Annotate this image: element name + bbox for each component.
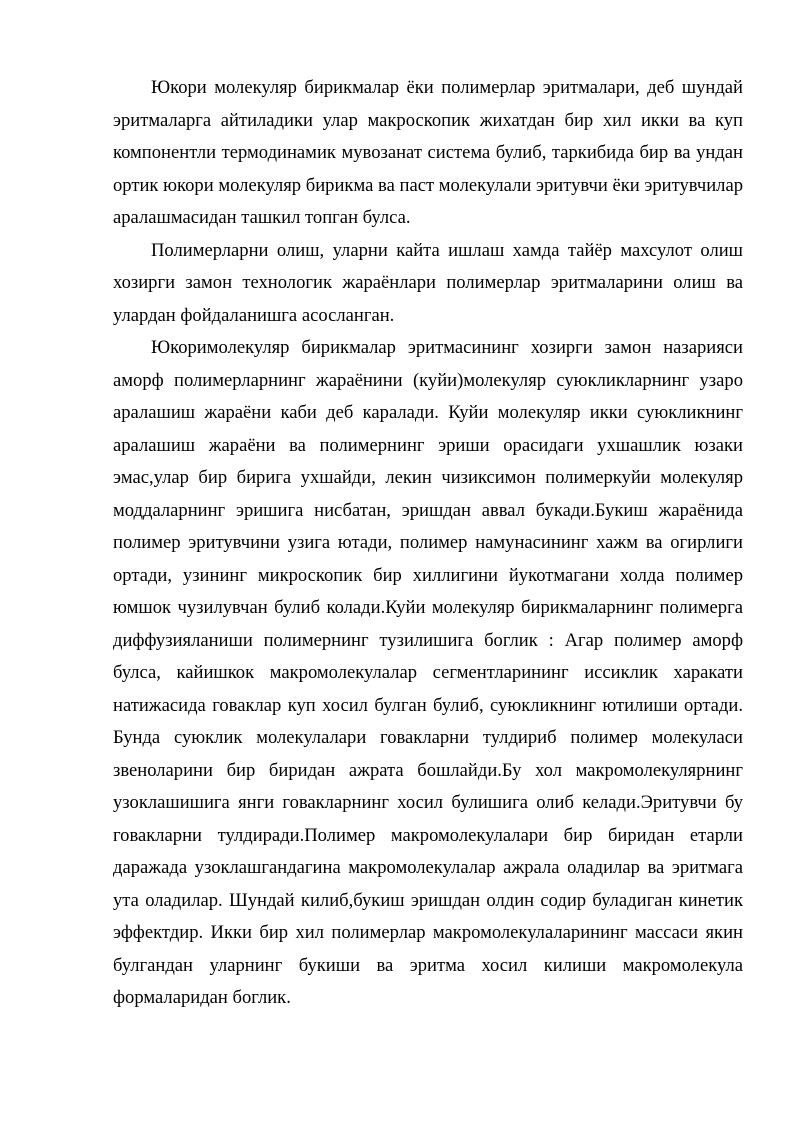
paragraph-3: Юкоримолекуляр бирикмалар эритмасининг хозирги замон назарияси аморф полимерларнинг жараёнини (куйи)молекуляр суюкликларнинг узаро аралашиш жараёни каби деб каралади. Куйи молекуляр икки суюкликнинг аралашиш жараёни ва полимернинг эриши орасидаги ухшашлик юзаки эмас,улар бир бирига ухшайди, лекин чизиксимон полимеркуйи молекуляр моддаларнинг эришига нисбатан, эришдан аввал букади.Букиш жараёнида полимер эритувчини узига ютади, полимер намунасининг хажм ва огирлиги ортади, узининг микроскопик бир хиллигини йукотмагани холда полимер юмшок чузилувчан булиб колади.Куйи молекуляр бирикмаларнинг полимерга диффузияланиши полимернинг тузилишига боглик : Агар полимер аморф булса, кайишкок макромолекулалар сегментларининг иссиклик харакати натижасида говаклар куп хосил булган булиб, суюкликнинг ютилиши ортади. Бунда суюклик молекулалари говакларни тулдириб полимер молекуласи звеноларини бир биридан ажрата бошлайди.Бу хол макромолекулярнинг узоклашишига янги говакларнинг хосил булишига олиб келади.Эритувчи бу говакларни тулдиради.Полимер макромолекулалари бир биридан етарли даражада узоклашгандагина макромолекулалар ажрала оладилар ва эритмага ута оладилар. Шундай килиб,букиш эришдан олдин содир буладиган кинетик эффектдир. Икки бир хил полимерлар макромолекулаларининг массаси якин булгандан уларнинг букиши ва эритма хосил килиши макромолекула формаларидан боглик. (113, 337, 743, 1008)
paragraph-1: Юкори молекуляр бирикмалар ёки полимерлар эритмалари, деб шундай эритмаларга айтиладики улар макроскопик жихатдан бир хил икки ва куп компонентли термодинамик мувозанат система булиб, таркибида бир ва ундан ортик юкори молекуляр бирикма ва паст молекулали эритувчи ёки эритувчилар аралашмасидан ташкил топган булса. (113, 77, 743, 228)
paragraph-2: Полимерларни олиш, уларни кайта ишлаш хамда тайёр махсулот олиш хозирги замон технологик жараёнлари полимерлар эритмаларини олиш ва улардан фойдаланишга асосланган. (113, 239, 743, 326)
document-page (113, 72, 743, 1015)
